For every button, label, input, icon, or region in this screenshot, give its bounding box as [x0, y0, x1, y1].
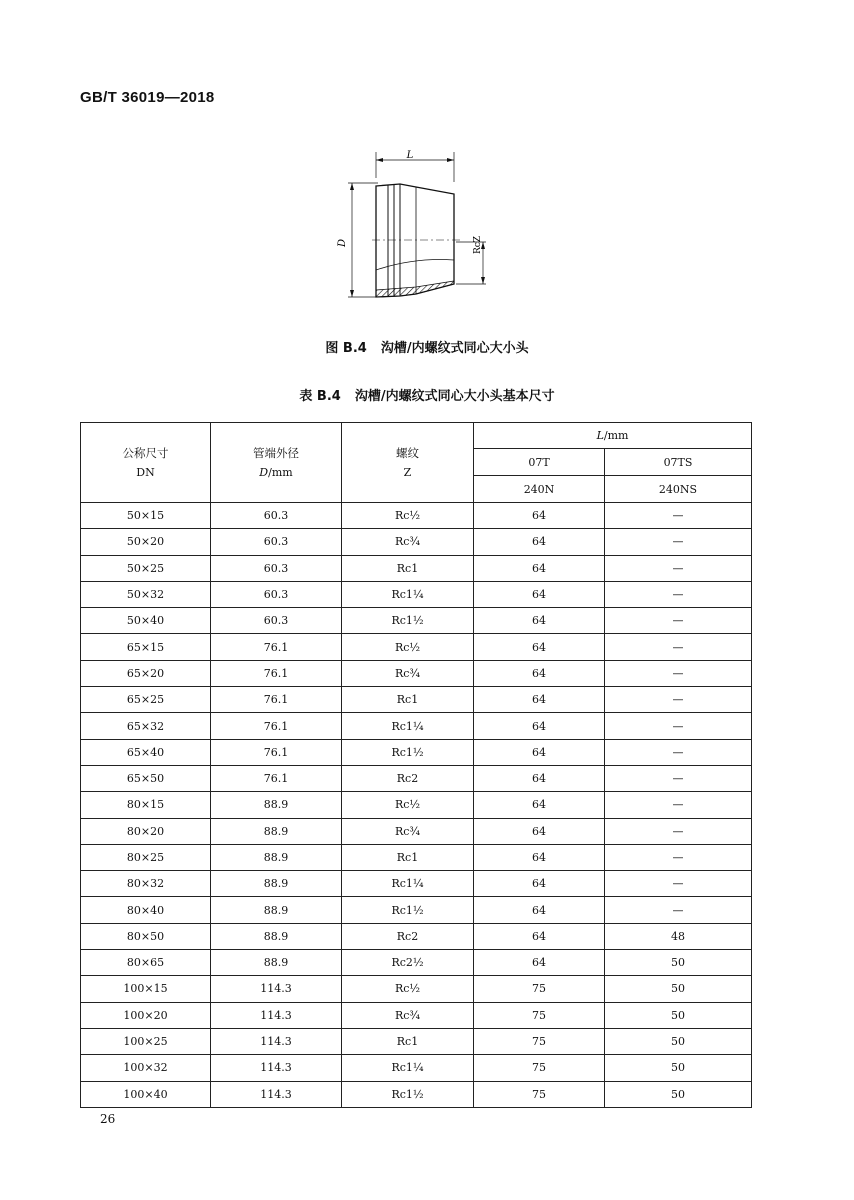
cell-thread: Rc¾: [342, 529, 474, 555]
header-dn-symbol: DN: [136, 465, 155, 479]
table-caption: [0, 385, 854, 404]
cell-length-240n: 64: [474, 713, 605, 739]
cell-thread: Rc½: [342, 792, 474, 818]
table-row: [81, 503, 752, 529]
cell-od: 60.3: [211, 581, 342, 607]
table-row: [81, 792, 752, 818]
cell-length-240n: 64: [474, 844, 605, 870]
cell-thread: Rc1½: [342, 739, 474, 765]
cell-length-240ns: 50: [605, 1055, 752, 1081]
cell-thread: Rc1½: [342, 1081, 474, 1107]
table-row: [81, 923, 752, 949]
cell-length-240n: 64: [474, 581, 605, 607]
cell-length-240ns: —: [605, 871, 752, 897]
cell-length-240ns: —: [605, 608, 752, 634]
cell-dn: 100×32: [81, 1055, 211, 1081]
header-thread-label: 螺纹: [396, 445, 419, 460]
cell-length-240n: 75: [474, 1002, 605, 1028]
table-row: [81, 1055, 752, 1081]
table-row: [81, 1081, 752, 1107]
table-row: [81, 765, 752, 791]
cell-length-240n: 75: [474, 1081, 605, 1107]
cell-dn: 80×40: [81, 897, 211, 923]
dim-diameter-label: D: [337, 238, 348, 248]
cell-od: 76.1: [211, 765, 342, 791]
cell-length-240n: 64: [474, 687, 605, 713]
cell-thread: Rc2: [342, 923, 474, 949]
cell-length-240n: 75: [474, 1028, 605, 1054]
cell-dn: 50×25: [81, 555, 211, 581]
table-row: [81, 897, 752, 923]
cell-thread: Rc1: [342, 1028, 474, 1054]
cell-thread: Rc1: [342, 555, 474, 581]
cell-thread: Rc1¼: [342, 713, 474, 739]
cell-length-240n: 64: [474, 792, 605, 818]
table-row: [81, 529, 752, 555]
cell-od: 60.3: [211, 608, 342, 634]
cell-length-240n: 64: [474, 923, 605, 949]
header-od-symbol: D: [259, 465, 269, 479]
cell-od: 76.1: [211, 634, 342, 660]
header-07ts: 07TS: [605, 449, 752, 476]
cell-thread: Rc¾: [342, 660, 474, 686]
cell-thread: Rc1½: [342, 608, 474, 634]
cell-dn: 65×25: [81, 687, 211, 713]
cell-length-240ns: —: [605, 634, 752, 660]
cell-thread: Rc¾: [342, 1002, 474, 1028]
dim-thread-label: RcZ: [473, 235, 483, 255]
cell-od: 76.1: [211, 739, 342, 765]
header-dn-label: 公称尺寸: [122, 445, 169, 460]
cell-length-240ns: 50: [605, 950, 752, 976]
cell-thread: Rc1½: [342, 897, 474, 923]
cell-od: 88.9: [211, 844, 342, 870]
header-thread-symbol: Z: [403, 465, 412, 479]
cell-thread: Rc¾: [342, 818, 474, 844]
cell-thread: Rc2: [342, 765, 474, 791]
cell-od: 60.3: [211, 503, 342, 529]
table-row: [81, 608, 752, 634]
header-240ns: 240NS: [605, 476, 752, 503]
table-row: [81, 739, 752, 765]
dimensions-table: [80, 422, 752, 1108]
cell-od: 114.3: [211, 1081, 342, 1107]
table-row: [81, 687, 752, 713]
cell-dn: 100×25: [81, 1028, 211, 1054]
figure-number: 图 B.4: [325, 341, 367, 356]
header-dn: [81, 423, 211, 503]
header-od-unit: /mm: [268, 465, 293, 479]
cell-dn: 100×40: [81, 1081, 211, 1107]
cell-length-240ns: —: [605, 529, 752, 555]
cell-length-240n: 64: [474, 503, 605, 529]
standard-code: GB/T 36019—2018: [80, 89, 215, 106]
table-title: 沟槽/内螺纹式同心大小头基本尺寸: [354, 389, 555, 404]
table-body: [81, 503, 752, 1108]
page-number: 26: [100, 1112, 116, 1126]
cell-length-240n: 64: [474, 818, 605, 844]
cell-dn: 80×15: [81, 792, 211, 818]
cell-od: 114.3: [211, 1055, 342, 1081]
cell-length-240ns: —: [605, 503, 752, 529]
cell-dn: 80×20: [81, 818, 211, 844]
cell-od: 88.9: [211, 923, 342, 949]
cell-od: 88.9: [211, 950, 342, 976]
cell-dn: 100×20: [81, 1002, 211, 1028]
cell-length-240ns: 50: [605, 976, 752, 1002]
cell-od: 114.3: [211, 1002, 342, 1028]
cell-length-240ns: —: [605, 713, 752, 739]
cell-dn: 65×15: [81, 634, 211, 660]
cell-od: 88.9: [211, 818, 342, 844]
cell-dn: 65×20: [81, 660, 211, 686]
cell-length-240n: 64: [474, 765, 605, 791]
cell-length-240ns: —: [605, 581, 752, 607]
cell-od: 60.3: [211, 555, 342, 581]
cell-length-240n: 64: [474, 660, 605, 686]
cell-dn: 100×15: [81, 976, 211, 1002]
cell-od: 114.3: [211, 976, 342, 1002]
cell-length-240ns: —: [605, 765, 752, 791]
table-row: [81, 660, 752, 686]
cell-dn: 65×32: [81, 713, 211, 739]
cell-thread: Rc1¼: [342, 1055, 474, 1081]
cell-od: 88.9: [211, 792, 342, 818]
header-thread: [342, 423, 474, 503]
cell-dn: 65×40: [81, 739, 211, 765]
table-row: [81, 555, 752, 581]
table-row: [81, 634, 752, 660]
cell-od: 88.9: [211, 871, 342, 897]
cell-thread: Rc2½: [342, 950, 474, 976]
table-row: [81, 1028, 752, 1054]
header-od: [211, 423, 342, 503]
cell-dn: 50×15: [81, 503, 211, 529]
table-header: [81, 423, 752, 503]
cell-length-240n: 75: [474, 1055, 605, 1081]
cell-dn: 80×32: [81, 871, 211, 897]
header-07t: 07T: [474, 449, 605, 476]
cell-od: 60.3: [211, 529, 342, 555]
cell-length-240ns: 50: [605, 1028, 752, 1054]
cell-thread: Rc½: [342, 503, 474, 529]
header-od-label: 管端外径: [253, 445, 299, 460]
table-row: [81, 871, 752, 897]
cell-length-240n: 64: [474, 555, 605, 581]
dim-length-label: L: [406, 150, 414, 161]
cell-length-240ns: —: [605, 897, 752, 923]
cell-length-240n: 64: [474, 950, 605, 976]
reducer-drawing: [330, 150, 500, 310]
cell-thread: Rc½: [342, 634, 474, 660]
cell-thread: Rc1: [342, 844, 474, 870]
figure-caption: [0, 337, 854, 356]
cell-od: 88.9: [211, 897, 342, 923]
cell-od: 76.1: [211, 660, 342, 686]
cell-length-240n: 64: [474, 608, 605, 634]
header-240n: 240N: [474, 476, 605, 503]
table-row: [81, 818, 752, 844]
table-row: [81, 713, 752, 739]
cell-length-240ns: —: [605, 818, 752, 844]
header-length-symbol: L: [596, 429, 604, 442]
cell-length-240ns: —: [605, 739, 752, 765]
cell-dn: 50×40: [81, 608, 211, 634]
figure-title: 沟槽/内螺纹式同心大小头: [380, 341, 529, 356]
cell-length-240ns: —: [605, 660, 752, 686]
cell-dn: 80×50: [81, 923, 211, 949]
cell-dn: 80×65: [81, 950, 211, 976]
cell-length-240n: 64: [474, 634, 605, 660]
cell-length-240n: 75: [474, 976, 605, 1002]
cell-dn: 50×20: [81, 529, 211, 555]
table-row: [81, 844, 752, 870]
header-length: [474, 423, 752, 449]
cell-length-240ns: 50: [605, 1081, 752, 1107]
cell-length-240ns: —: [605, 844, 752, 870]
cell-length-240ns: —: [605, 687, 752, 713]
table-row: [81, 581, 752, 607]
cell-length-240n: 64: [474, 739, 605, 765]
cell-thread: Rc1¼: [342, 871, 474, 897]
cell-length-240n: 64: [474, 529, 605, 555]
table-number: 表 B.4: [299, 389, 341, 404]
cell-length-240ns: —: [605, 555, 752, 581]
cell-length-240n: 64: [474, 897, 605, 923]
reducer-figure: [330, 150, 500, 310]
cell-length-240ns: —: [605, 792, 752, 818]
table-row: [81, 976, 752, 1002]
cell-od: 76.1: [211, 713, 342, 739]
cell-length-240n: 64: [474, 871, 605, 897]
table-row: [81, 950, 752, 976]
header-length-unit: /mm: [603, 429, 629, 442]
cell-thread: Rc1: [342, 687, 474, 713]
cell-dn: 50×32: [81, 581, 211, 607]
cell-od: 114.3: [211, 1028, 342, 1054]
cell-od: 76.1: [211, 687, 342, 713]
cell-length-240ns: 50: [605, 1002, 752, 1028]
table-row: [81, 1002, 752, 1028]
cell-dn: 65×50: [81, 765, 211, 791]
cell-length-240ns: 48: [605, 923, 752, 949]
cell-dn: 80×25: [81, 844, 211, 870]
cell-thread: Rc1¼: [342, 581, 474, 607]
cell-thread: Rc½: [342, 976, 474, 1002]
